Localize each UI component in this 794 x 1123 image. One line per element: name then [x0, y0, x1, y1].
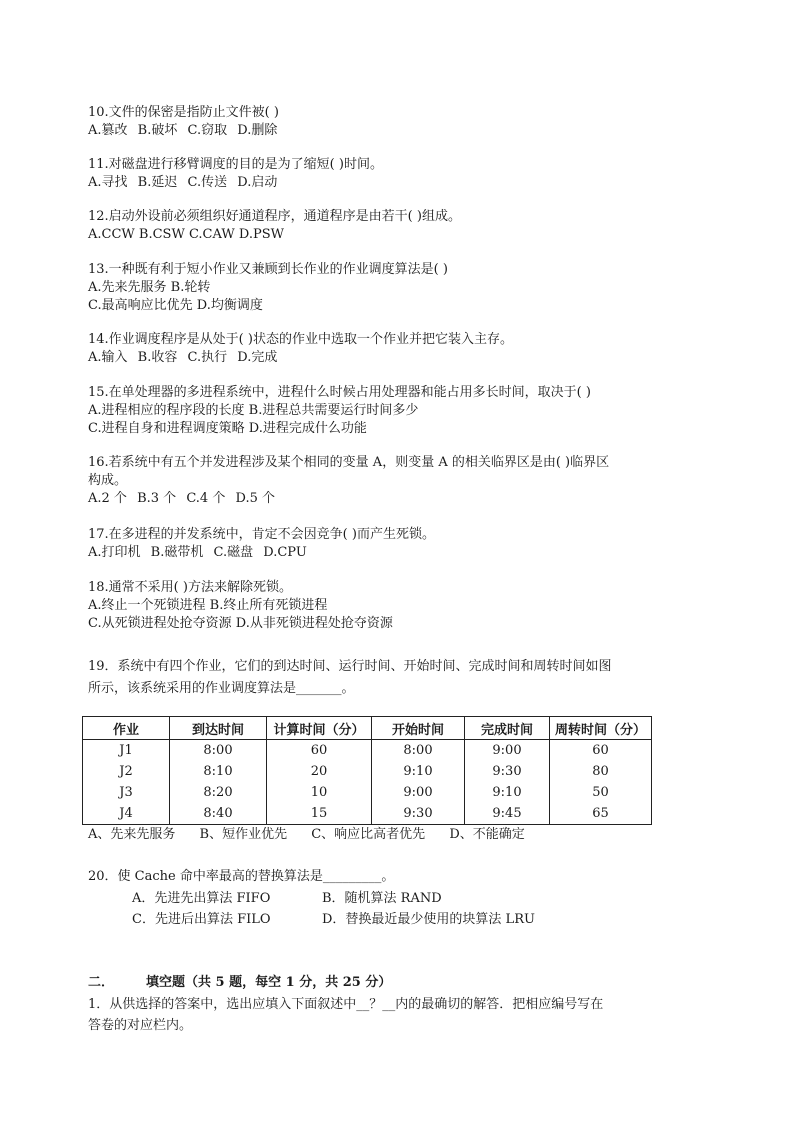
table-cell: 8:00 [372, 740, 465, 762]
question-10-options [88, 122, 277, 139]
table-header-row [83, 717, 652, 740]
table-cell: 60 [267, 740, 372, 762]
option-a: A.寻找 [88, 175, 128, 190]
table-row [83, 740, 652, 762]
column-header: 到达时间 [170, 717, 267, 740]
option-d: D、不能确定 [449, 827, 525, 842]
question-15-stem: 15.在单处理器的多进程系统中，进程什么时候占用处理器和能占用多长时间，取决于( ) [88, 385, 591, 400]
question-12-stem: 12.启动外设前必须组织好通道程序，通道程序是由若干( )组成。 [88, 209, 461, 224]
table-cell: 9:00 [465, 740, 550, 762]
question-14-stem: 14.作业调度程序是从处于( )状态的作业中选取一个作业并把它装入主存。 [88, 332, 513, 347]
table-cell: J3 [83, 782, 170, 803]
option-b: B.3 个 [137, 491, 177, 506]
option-b: B.收容 [137, 350, 178, 365]
option-d: D.启动 [237, 175, 278, 190]
question-10-stem: 10.文件的保密是指防止文件被( ) [88, 105, 279, 120]
option-d: D.CPU [263, 545, 307, 560]
table-cell: 9:00 [372, 782, 465, 803]
option-c: C.4 个 [186, 491, 226, 506]
column-header: 开始时间 [372, 717, 465, 740]
question-11-options [88, 174, 277, 191]
option-a: A.打印机 [88, 545, 141, 560]
option-d: D.完成 [237, 350, 278, 365]
table-cell: 65 [550, 803, 652, 825]
question-19-stem: 19．系统中有四个作业，它们的到达时间、运行时间、开始时间、完成时间和周转时间如图 [88, 659, 612, 674]
question-16-options [88, 490, 275, 507]
column-header: 完成时间 [465, 717, 550, 740]
table-cell: 8:10 [170, 761, 267, 782]
table-cell: J4 [83, 803, 170, 825]
question-15-options-line1: A.进程相应的程序段的长度 B.进程总共需要运行时间多少 [88, 403, 419, 418]
option-c: C、响应比高者优先 [311, 827, 426, 842]
table-cell: J2 [83, 761, 170, 782]
option-d: D.5 个 [235, 491, 275, 506]
option-c: C.执行 [187, 350, 228, 365]
table-cell: 10 [267, 782, 372, 803]
question-13-options-line1: A.先来先服务 B.轮转 [88, 280, 211, 295]
table-cell: 9:30 [465, 761, 550, 782]
option-d: D.删除 [237, 123, 278, 138]
question-20-option-d: D．替换最近最少使用的块算法 LRU [322, 912, 535, 927]
question-20-stem: 20．使 Cache 命中率最高的替换算法是_________。 [88, 869, 395, 884]
table-cell: 8:20 [170, 782, 267, 803]
question-20-option-a: A．先进先出算法 FIFO [132, 891, 271, 906]
option-a: A、先来先服务 [88, 827, 176, 842]
question-14-options [88, 349, 277, 366]
option-c: C.磁盘 [213, 545, 254, 560]
question-18-options-line2: C.从死锁进程处抢夺资源 D.从非死锁进程处抢夺资源 [88, 616, 393, 631]
question-16-stem-cont: 构成。 [88, 473, 128, 488]
question-18-stem: 18.通常不采用( )方法来解除死锁。 [88, 580, 292, 595]
question-15-options-line2: C.进程自身和进程调度策略 D.进程完成什么功能 [88, 421, 367, 436]
table-cell: 8:40 [170, 803, 267, 825]
question-20-option-b: B．随机算法 RAND [322, 891, 442, 906]
table-cell: 9:10 [372, 761, 465, 782]
column-header: 计算时间（分） [267, 717, 372, 740]
section-2-heading [88, 974, 391, 991]
question-19-options [88, 826, 525, 843]
table-row [83, 761, 652, 782]
column-header: 作业 [83, 717, 170, 740]
table-row [83, 803, 652, 825]
fill-question-1-line2: 答卷的对应栏内。 [88, 1018, 193, 1033]
table-cell: 9:45 [465, 803, 550, 825]
fill-question-1-line1: 1．从供选择的答案中，选出应填入下面叙述中__？__内的最确切的解答．把相应编号写在 [88, 997, 604, 1012]
option-b: B.磁带机 [150, 545, 204, 560]
option-c: C.窃取 [187, 123, 228, 138]
question-12-options: A.CCW B.CSW C.CAW D.PSW [88, 227, 284, 242]
question-16-stem: 16.若系统中有五个并发进程涉及某个相同的变量 A，则变量 A 的相关临界区是由( )临界区 [88, 455, 610, 470]
option-a: A.2 个 [88, 491, 127, 506]
option-b: B.延迟 [137, 175, 178, 190]
question-17-options [88, 544, 307, 561]
column-header: 周转时间（分） [550, 717, 652, 740]
question-20-option-c: C．先进后出算法 FILO [132, 912, 271, 927]
table-cell: 50 [550, 782, 652, 803]
table-cell: 60 [550, 740, 652, 762]
table-cell: 9:10 [465, 782, 550, 803]
option-b: B.破坏 [137, 123, 178, 138]
table-cell: 9:30 [372, 803, 465, 825]
question-13-options-line2: C.最高响应比优先 D.均衡调度 [88, 298, 263, 313]
table-cell: 80 [550, 761, 652, 782]
section-2-title: 填空题（共 5 题，每空 1 分，共 25 分） [146, 975, 392, 990]
option-a: A.篡改 [88, 123, 128, 138]
question-19-stem-cont: 所示，该系统采用的作业调度算法是_______。 [88, 681, 355, 696]
option-c: C.传送 [187, 175, 228, 190]
option-a: A.输入 [88, 350, 128, 365]
table-cell: 15 [267, 803, 372, 825]
section-2-number: 二． [88, 975, 115, 990]
option-b: B、短作业优先 [199, 827, 288, 842]
table-cell: 8:00 [170, 740, 267, 762]
question-18-options-line1: A.终止一个死锁进程 B.终止所有死锁进程 [88, 598, 328, 613]
question-17-stem: 17.在多进程的并发系统中，肯定不会因竞争( )而产生死锁。 [88, 527, 435, 542]
question-13-stem: 13.一种既有利于短小作业又兼顾到长作业的作业调度算法是( ) [88, 262, 448, 277]
table-row [83, 782, 652, 803]
table-cell: J1 [83, 740, 170, 762]
question-11-stem: 11.对磁盘进行移臂调度的目的是为了缩短( )时间。 [88, 157, 383, 172]
table-cell: 20 [267, 761, 372, 782]
schedule-table [82, 716, 652, 825]
